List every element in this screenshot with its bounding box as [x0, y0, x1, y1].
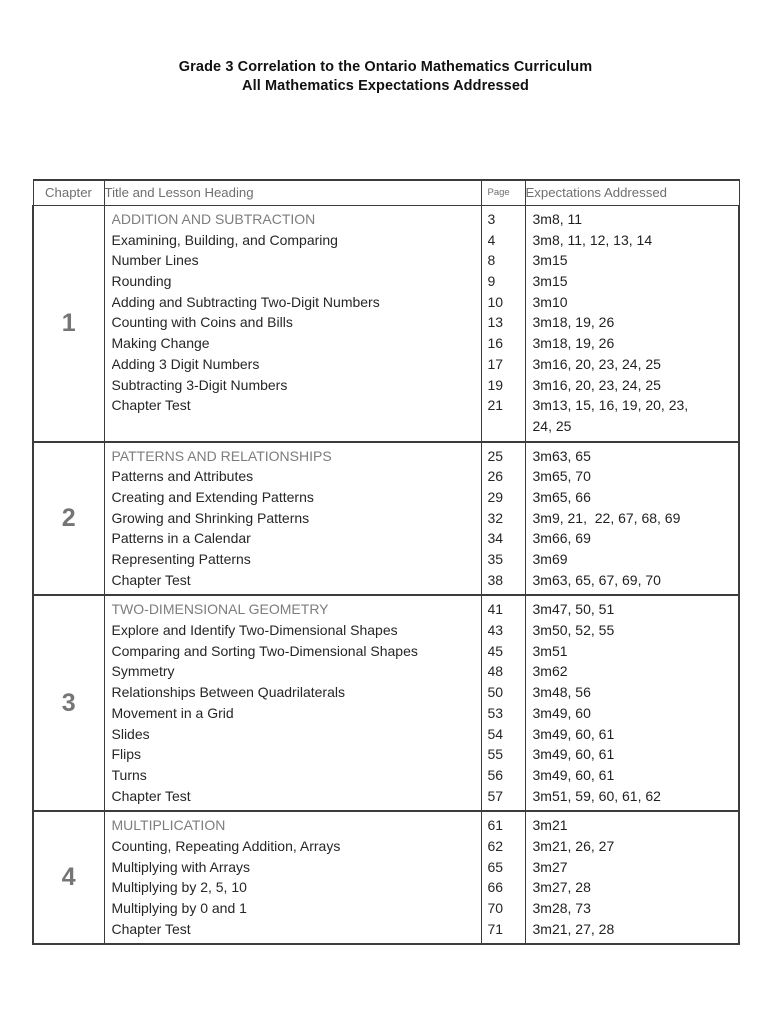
chapter-block	[33, 595, 739, 811]
lesson-title: Relationships Between Quadrilaterals	[111, 684, 345, 701]
expectation-codes: 3m21	[532, 817, 568, 834]
lesson-title: Creating and Extending Patterns	[111, 488, 314, 505]
page-number: 3	[487, 211, 496, 227]
page-number: 16	[487, 335, 504, 352]
expectations-list	[525, 206, 739, 442]
expectation-codes: 3m49, 60, 61	[532, 725, 615, 742]
lesson-title: Slides	[111, 725, 150, 742]
lesson-title: Multiplying with Arrays	[111, 858, 250, 875]
lesson-title: Turns	[111, 766, 147, 783]
page-number: 32	[487, 509, 504, 526]
column-header-expectations: Expectations Addressed	[525, 180, 739, 206]
lesson-title: Adding and Subtracting Two-Digit Numbers	[111, 293, 380, 310]
page-number: 54	[487, 725, 504, 742]
chapter-number: 4	[33, 811, 104, 944]
section-heading: TWO-DIMENSIONAL GEOMETRY	[111, 601, 329, 618]
page-number: 70	[487, 900, 504, 916]
page-number: 21	[487, 397, 504, 414]
expectation-codes: 3m65, 66	[532, 488, 591, 505]
lesson-title-list	[104, 206, 481, 442]
page-number: 9	[487, 273, 496, 290]
expectation-codes: 3m27	[532, 858, 568, 875]
lesson-title: Flips	[111, 746, 142, 763]
expectation-codes: 3m47, 50, 51	[532, 601, 615, 618]
page-number-list	[481, 811, 525, 944]
lesson-title-list	[104, 442, 481, 596]
page-number	[488, 416, 525, 437]
lesson-title: Patterns in a Calendar	[111, 530, 251, 547]
chapter-number: 3	[33, 595, 104, 811]
page-number-list	[481, 595, 525, 811]
lesson-title: Making Change	[111, 335, 210, 352]
lesson-title: Chapter Test	[111, 787, 191, 804]
lesson-title: Subtracting 3-Digit Numbers	[111, 376, 288, 393]
page-number: 13	[487, 314, 504, 331]
page-number: 10	[487, 293, 504, 310]
column-header-page: Page	[481, 180, 525, 206]
expectation-codes: 3m63, 65, 67, 69, 70	[532, 571, 661, 588]
lesson-title: Growing and Shrinking Patterns	[111, 509, 310, 526]
lesson-title: Rounding	[111, 273, 172, 290]
lesson-title-list	[104, 811, 481, 944]
expectation-codes: 3m21, 27, 28	[532, 920, 615, 937]
page-number: 48	[487, 663, 504, 680]
expectation-codes: 3m51, 59, 60, 61, 62	[532, 787, 661, 804]
page-number: 4	[487, 231, 496, 248]
section-heading: PATTERNS AND RELATIONSHIPS	[111, 447, 332, 464]
expectation-codes: 3m28, 73	[532, 900, 591, 916]
lesson-title: Representing Patterns	[111, 551, 251, 567]
expectations-list	[525, 442, 739, 596]
lesson-title: Multiplying by 2, 5, 10	[111, 879, 247, 896]
expectation-codes: 3m8, 11	[532, 211, 583, 227]
column-header-chapter: Chapter	[33, 180, 104, 206]
page-number: 62	[487, 837, 504, 854]
page-number: 56	[487, 766, 504, 783]
chapter-number: 2	[33, 442, 104, 596]
lesson-title: Counting with Coins and Bills	[111, 314, 293, 331]
page-number-list	[481, 442, 525, 596]
chapter-block	[33, 206, 739, 442]
expectation-codes: 3m18, 19, 26	[532, 314, 615, 331]
expectation-codes: 3m62	[532, 663, 568, 680]
expectation-codes: 3m13, 15, 16, 19, 20, 23,	[532, 397, 689, 414]
expectation-codes: 3m66, 69	[532, 530, 591, 547]
page-number: 34	[487, 530, 504, 547]
expectation-codes: 3m63, 65	[532, 447, 591, 464]
expectations-list	[525, 595, 739, 811]
expectation-codes: 3m15	[532, 273, 568, 290]
expectations-list	[525, 811, 739, 944]
page-number: 43	[487, 622, 504, 639]
lesson-title	[112, 416, 481, 437]
page-number: 17	[487, 355, 504, 372]
expectation-codes: 3m65, 70	[532, 468, 591, 485]
expectation-codes: 3m49, 60	[532, 704, 591, 721]
expectation-codes: 3m27, 28	[532, 879, 591, 896]
lesson-title: Number Lines	[111, 252, 199, 269]
document-title	[0, 58, 771, 96]
page-number: 65	[487, 858, 504, 875]
document-title-line1: Grade 3 Correlation to the Ontario Mathematics Curriculum	[178, 59, 593, 75]
expectation-codes: 3m10	[532, 293, 568, 310]
document-title-line2: All Mathematics Expectations Addressed	[242, 78, 529, 94]
lesson-title: Comparing and Sorting Two-Dimensional Shapes	[111, 642, 418, 659]
page-number: 57	[487, 787, 504, 804]
expectation-codes: 3m49, 60, 61	[532, 746, 615, 763]
table-header	[33, 180, 739, 206]
table-row	[33, 206, 739, 442]
chapter-block	[33, 442, 739, 596]
expectation-codes: 3m51	[532, 642, 568, 659]
chapter-block	[33, 811, 739, 944]
lesson-title: Adding 3 Digit Numbers	[111, 355, 260, 372]
lesson-title-list	[104, 595, 481, 811]
expectation-codes: 3m18, 19, 26	[532, 335, 615, 352]
page-number: 26	[487, 468, 504, 485]
page-number: 61	[487, 817, 504, 834]
page-number: 45	[487, 642, 504, 659]
page-number: 35	[487, 551, 504, 567]
expectation-codes: 24, 25	[532, 417, 572, 434]
expectation-codes: 3m9, 21, 22, 67, 68, 69	[532, 509, 681, 526]
lesson-title: Chapter Test	[111, 397, 191, 414]
table-row	[33, 595, 739, 811]
column-header-title: Title and Lesson Heading	[104, 180, 481, 206]
expectation-codes: 3m69	[532, 551, 568, 567]
expectation-codes: 3m15	[532, 252, 568, 269]
page-number: 71	[487, 920, 504, 937]
lesson-title: Movement in a Grid	[111, 704, 234, 721]
expectation-codes: 3m8, 11, 12, 13, 14	[532, 231, 653, 248]
lesson-title: Explore and Identify Two-Dimensional Shapes	[111, 622, 398, 639]
page-number: 50	[487, 684, 504, 701]
page-number: 53	[487, 704, 504, 721]
expectation-codes: 3m21, 26, 27	[532, 837, 615, 854]
page-number-list	[481, 206, 525, 442]
correlation-table	[32, 179, 740, 945]
lesson-title: Patterns and Attributes	[111, 468, 254, 485]
lesson-title: Symmetry	[111, 663, 175, 680]
lesson-title: Counting, Repeating Addition, Arrays	[111, 837, 341, 854]
expectation-codes: 3m16, 20, 23, 24, 25	[532, 376, 661, 393]
expectation-codes: 3m16, 20, 23, 24, 25	[532, 355, 661, 372]
page-number: 66	[487, 879, 504, 896]
lesson-title: Chapter Test	[111, 920, 191, 937]
table-row	[33, 811, 739, 944]
expectation-codes: 3m50, 52, 55	[532, 622, 615, 639]
page-number: 38	[487, 571, 504, 588]
page-number: 29	[487, 488, 504, 505]
page-number: 25	[487, 447, 504, 464]
section-heading: ADDITION AND SUBTRACTION	[111, 211, 316, 227]
lesson-title: Examining, Building, and Comparing	[111, 231, 338, 248]
expectation-codes: 3m49, 60, 61	[532, 766, 615, 783]
table-row	[33, 442, 739, 596]
page-number: 19	[487, 376, 504, 393]
section-heading: MULTIPLICATION	[111, 817, 226, 834]
table-header-row	[33, 180, 739, 206]
page-number: 41	[487, 601, 504, 618]
expectation-codes: 3m48, 56	[532, 684, 591, 701]
chapter-number: 1	[33, 206, 104, 442]
page-number: 8	[487, 252, 496, 269]
lesson-title: Multiplying by 0 and 1	[111, 900, 247, 916]
page-number: 55	[487, 746, 504, 763]
lesson-title: Chapter Test	[111, 571, 191, 588]
